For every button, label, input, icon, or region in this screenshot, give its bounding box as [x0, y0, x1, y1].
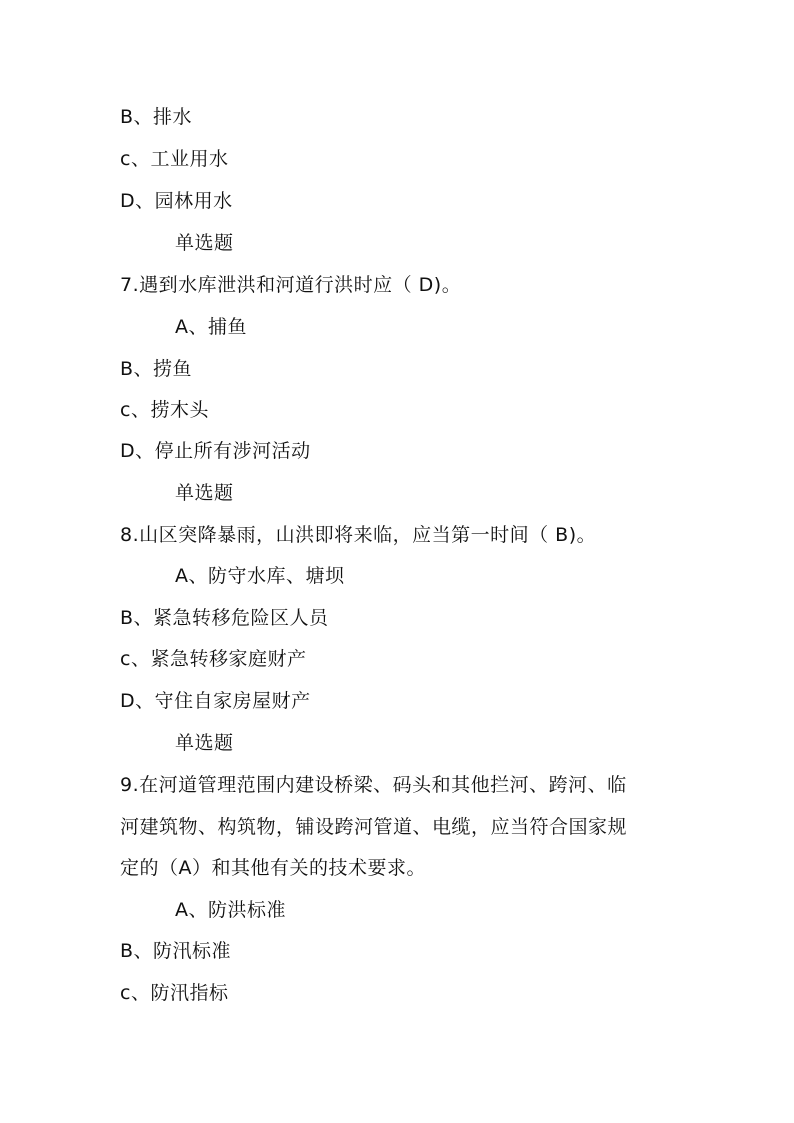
option-b-q7: B、捞鱼: [120, 358, 193, 380]
question-type-q8: 单选题: [175, 482, 234, 504]
question-9-text-line-3: 定的（A）和其他有关的技术要求。: [120, 857, 426, 879]
option-b-q6: B、排水: [120, 106, 193, 128]
option-a-q9: A、防洪标准: [175, 899, 286, 921]
question-type-q9: 单选题: [175, 732, 234, 754]
option-b-q9: B、防汛标准: [120, 940, 232, 962]
question-7-text: 7.遇到水库泄洪和河道行洪时应（ D)。: [120, 274, 462, 296]
option-c-q7: c、捞木头: [120, 399, 209, 421]
question-9-text-line-2: 河建筑物、构筑物，铺设跨河管道、电缆，应当符合国家规: [120, 816, 628, 838]
option-b-q8: B、紧急转移危险区人员: [120, 607, 329, 629]
option-c-q9: c、防汛指标: [120, 982, 229, 1004]
question-9-text-line-1: 9.在河道管理范围内建设桥梁、码头和其他拦河、跨河、临: [120, 774, 627, 796]
option-a-q8: A、防守水库、塘坝: [175, 565, 345, 587]
option-d-q6: D、园林用水: [120, 190, 233, 212]
option-c-q6: c、工业用水: [120, 148, 229, 170]
option-d-q8: D、守住自家房屋财产: [120, 690, 311, 712]
option-a-q7: A、捕鱼: [175, 316, 247, 338]
option-c-q8: c、紧急转移家庭财产: [120, 648, 307, 670]
option-d-q7: D、停止所有涉河活动: [120, 440, 311, 462]
question-8-text: 8.山区突降暴雨，山洪即将来临，应当第一时间（ B)。: [120, 524, 597, 546]
question-type-q7: 单选题: [175, 232, 234, 254]
